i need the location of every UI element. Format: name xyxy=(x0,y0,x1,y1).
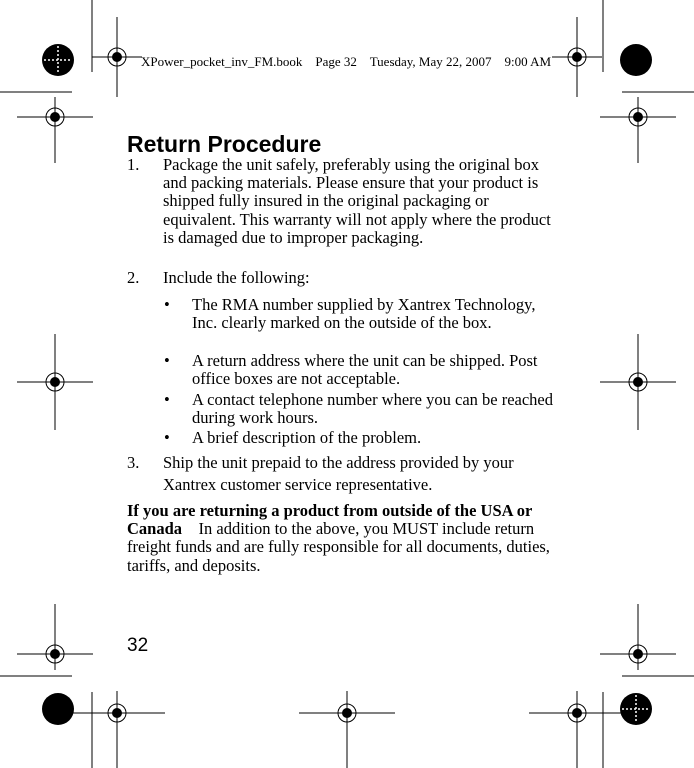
include-item-text: A contact telephone number where you can be reached during work hours. xyxy=(192,390,554,428)
outside-usa-canada-note xyxy=(127,502,559,575)
step-number: 3. xyxy=(127,453,140,472)
note-lead-in: If you are returning a product from outside of the USA or Canada xyxy=(127,501,533,539)
page-number: 32 xyxy=(127,635,149,656)
bullet-icon: • xyxy=(164,428,170,447)
step-number: 1. xyxy=(127,155,140,174)
include-item-text: The RMA number supplied by Xantrex Technology, Inc. clearly marked on the outside of the box. xyxy=(192,295,536,333)
note-body: In addition to the above, you MUST include return freight funds and are fully responsible for all documents, duties, tariffs, and deposits. xyxy=(127,519,550,575)
bullet-icon: • xyxy=(164,351,170,370)
include-item-contact-phone xyxy=(164,391,559,427)
step-text: Include the following: xyxy=(163,268,310,287)
step-1 xyxy=(127,156,559,247)
step-number: 2. xyxy=(127,268,140,287)
step-2 xyxy=(127,269,559,287)
include-item-text: A return address where the unit can be shipped. Post office boxes are not acceptable. xyxy=(192,351,538,389)
step-3 xyxy=(127,452,559,496)
include-item-return-address xyxy=(164,352,559,388)
print-slug: XPower_pocket_inv_FM.book Page 32 Tuesday, May 22, 2007 9:00 AM xyxy=(141,54,552,69)
include-item-problem-description xyxy=(164,429,559,447)
step-text: Package the unit safely, preferably using the original box and packing materials. Please ensure that your product is shipped fully insured in the original packaging or equivalent. This warranty will not apply where the product is damaged due to improper packaging. xyxy=(163,155,551,247)
step-text: Ship the unit prepaid to the address provided by your Xantrex customer service representative. xyxy=(163,453,514,494)
bullet-icon: • xyxy=(164,295,170,314)
bullet-icon: • xyxy=(164,390,170,409)
section-title: Return Procedure xyxy=(127,131,322,157)
include-item-rma-number xyxy=(164,296,559,332)
include-item-text: A brief description of the problem. xyxy=(192,428,422,447)
